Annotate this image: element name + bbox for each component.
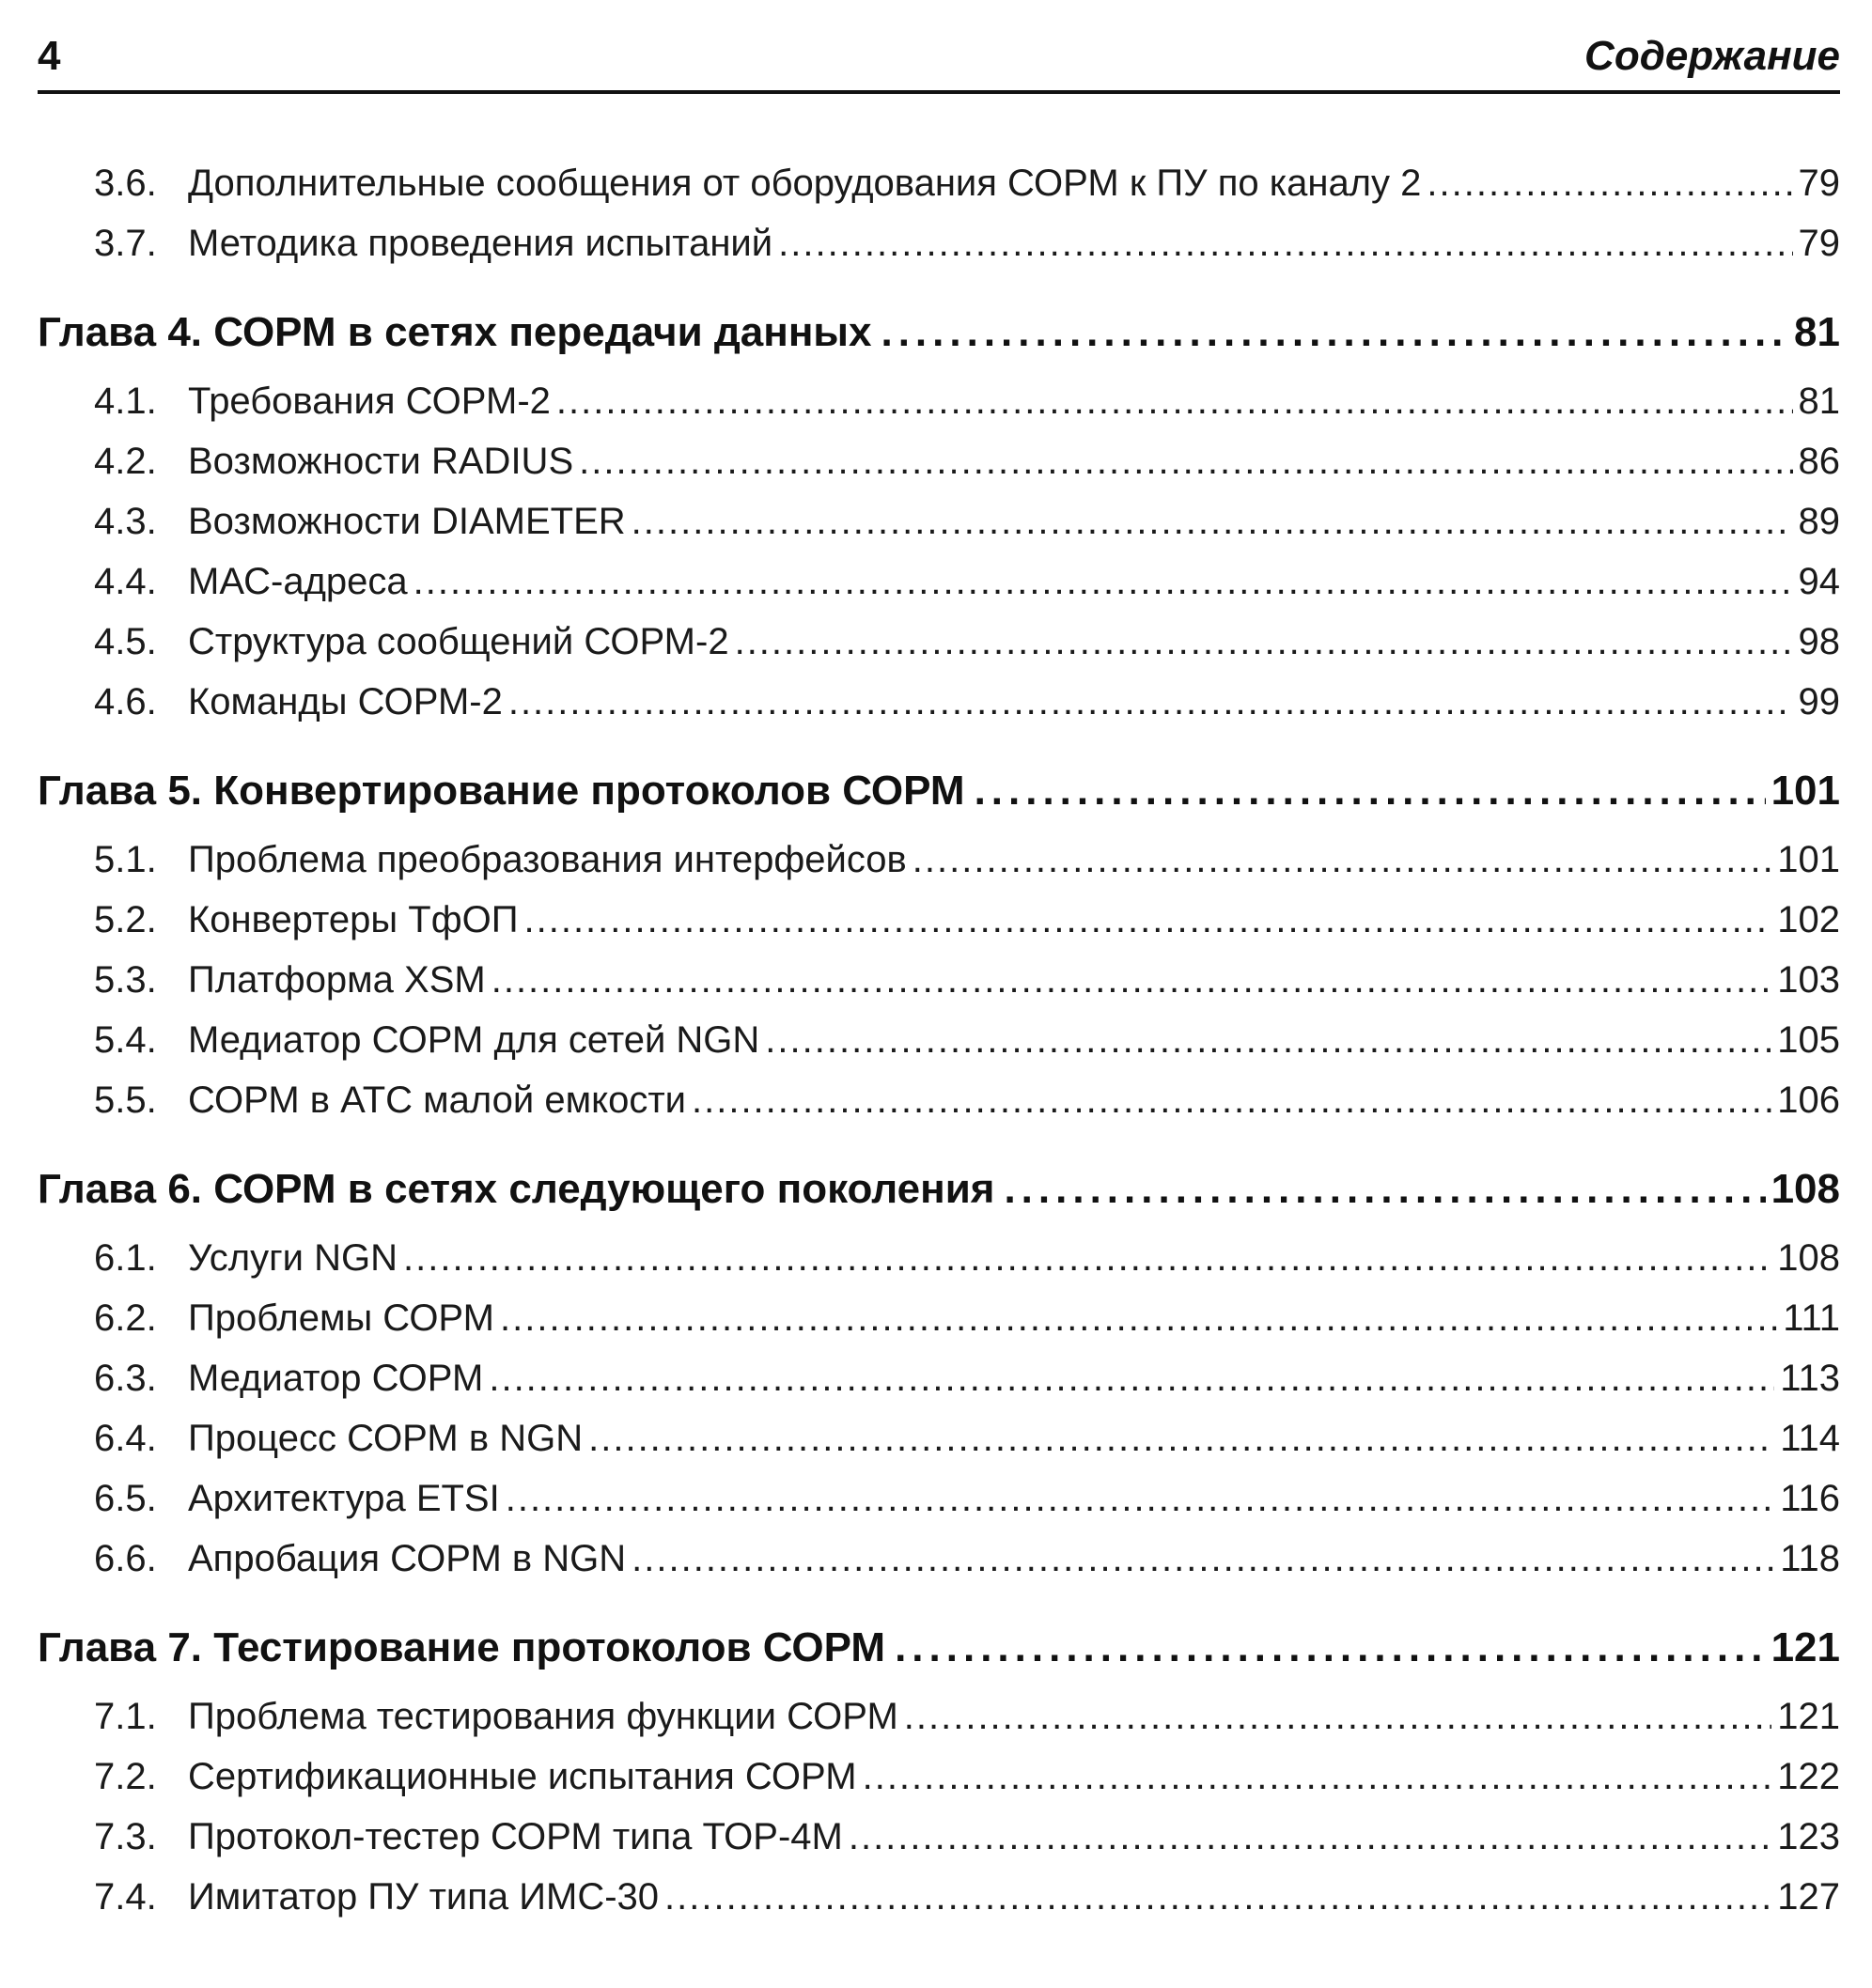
toc-chapter-page: 108: [1771, 1166, 1840, 1212]
toc-entry-4-5[interactable]: [38, 612, 1840, 672]
toc-entry-title: Структура сообщений СОРМ-2: [188, 621, 729, 662]
dot-leader: [913, 830, 1771, 890]
toc-entry-5-2[interactable]: [38, 890, 1840, 950]
toc-entry-number: 4.6.: [94, 681, 157, 722]
dot-leader: [500, 1288, 1777, 1348]
dot-leader: [491, 950, 1772, 1010]
toc-entry-5-5[interactable]: [38, 1070, 1840, 1130]
toc-chapter-7[interactable]: [38, 1615, 1840, 1681]
toc-entry-title: Проблемы СОРМ: [188, 1297, 494, 1339]
toc-entry-page: 123: [1777, 1816, 1840, 1857]
toc-entry-6-1[interactable]: [38, 1228, 1840, 1288]
toc-entry-page: 113: [1780, 1358, 1840, 1399]
toc-entry-6-3[interactable]: [38, 1348, 1840, 1408]
toc-entry-number: 3.6.: [94, 163, 157, 204]
toc-entry-title: Имитатор ПУ типа ИМС-30: [188, 1876, 660, 1918]
toc-entry-3-6[interactable]: [38, 153, 1840, 213]
toc-entry-title: СОРМ в АТС малой емкости: [188, 1079, 686, 1121]
dot-leader: [506, 1468, 1775, 1529]
toc-entry-number: 7.1.: [94, 1696, 157, 1737]
toc-chapter-title: Глава 4. СОРМ в сетях передачи данных: [38, 309, 872, 355]
toc-chapter-page: 81: [1794, 309, 1840, 355]
toc-entry-page: 121: [1777, 1696, 1840, 1737]
toc-entry-number: 7.2.: [94, 1756, 157, 1797]
toc-entry-page: 102: [1777, 899, 1840, 940]
toc-entry-title: Апробация СОРМ в NGN: [188, 1538, 627, 1579]
toc-entry-page: 116: [1780, 1478, 1840, 1519]
toc-entry-page: 79: [1798, 163, 1840, 204]
toc-entry-number: 6.5.: [94, 1478, 157, 1519]
toc-entry-page: 101: [1777, 839, 1840, 880]
toc-entry-title: Конвертеры ТфОП: [188, 899, 519, 940]
toc-entry-number: 4.3.: [94, 501, 157, 542]
toc-entry-4-1[interactable]: [38, 371, 1840, 431]
dot-leader: [895, 1615, 1766, 1681]
dot-leader: [904, 1686, 1771, 1747]
toc-entry-6-5[interactable]: [38, 1468, 1840, 1529]
toc-entry-number: 5.3.: [94, 959, 157, 1001]
dot-leader: [632, 1529, 1774, 1589]
toc-entry-number: 6.3.: [94, 1358, 157, 1399]
toc-chapter-4[interactable]: [38, 300, 1840, 365]
toc-chapter-6[interactable]: [38, 1157, 1840, 1222]
toc-entry-page: 122: [1777, 1756, 1840, 1797]
dot-leader: [632, 491, 1793, 551]
toc-entry-page: 105: [1777, 1019, 1840, 1061]
toc-entry-6-4[interactable]: [38, 1408, 1840, 1468]
toc-chapter-page: 101: [1771, 768, 1840, 814]
dot-leader: [735, 612, 1793, 672]
dot-leader: [849, 1807, 1771, 1867]
toc-entry-title: Протокол-тестер СОРМ типа ТОР-4М: [188, 1816, 843, 1857]
toc-entry-7-2[interactable]: [38, 1747, 1840, 1807]
toc-entry-number: 5.1.: [94, 839, 157, 880]
toc-entry-page: 118: [1780, 1538, 1840, 1579]
toc-chapter-title: Глава 5. Конвертирование протоколов СОРМ: [38, 768, 965, 814]
toc-entry-number: 5.4.: [94, 1019, 157, 1061]
toc-entry-number: 4.4.: [94, 561, 157, 602]
toc-entry-7-3[interactable]: [38, 1807, 1840, 1867]
dot-leader: [588, 1408, 1774, 1468]
toc-entry-6-6[interactable]: [38, 1529, 1840, 1589]
dot-leader: [556, 371, 1793, 431]
toc-entry-page: 106: [1777, 1079, 1840, 1121]
dot-leader: [1427, 153, 1792, 213]
toc-entry-page: 127: [1777, 1876, 1840, 1918]
toc-entry-number: 6.4.: [94, 1418, 157, 1459]
toc-entry-title: Возможности RADIUS: [188, 441, 574, 482]
toc-entry-title: Сертификационные испытания СОРМ: [188, 1756, 857, 1797]
toc-entry-title: Проблема тестирования функции СОРМ: [188, 1696, 898, 1737]
dot-leader: [413, 551, 1793, 612]
toc-entry-5-4[interactable]: [38, 1010, 1840, 1070]
toc-entry-3-7[interactable]: [38, 213, 1840, 273]
toc-chapter-5[interactable]: [38, 758, 1840, 824]
toc-entry-title: Услуги NGN: [188, 1237, 398, 1279]
dot-leader: [778, 213, 1792, 273]
dot-leader: [692, 1070, 1771, 1130]
running-title: Содержание: [1584, 33, 1840, 79]
toc-entry-6-2[interactable]: [38, 1288, 1840, 1348]
toc-entry-number: 4.5.: [94, 621, 157, 662]
toc-entry-title: Медиатор СОРМ: [188, 1358, 484, 1399]
dot-leader: [508, 672, 1793, 732]
toc-entry-number: 6.1.: [94, 1237, 157, 1279]
table-of-contents: [38, 153, 1840, 1927]
dot-leader: [975, 758, 1766, 824]
toc-entry-5-1[interactable]: [38, 830, 1840, 890]
toc-entry-title: Требования СОРМ-2: [188, 381, 551, 422]
toc-entry-title: Медиатор СОРМ для сетей NGN: [188, 1019, 760, 1061]
toc-entry-number: 4.2.: [94, 441, 157, 482]
toc-entry-4-4[interactable]: [38, 551, 1840, 612]
toc-entry-4-6[interactable]: [38, 672, 1840, 732]
dot-leader: [765, 1010, 1771, 1070]
toc-entry-page: 94: [1798, 561, 1840, 602]
toc-chapter-page: 121: [1771, 1624, 1840, 1670]
toc-entry-number: 6.2.: [94, 1297, 157, 1339]
dot-leader: [664, 1867, 1771, 1927]
toc-chapter-title: Глава 7. Тестирование протоколов СОРМ: [38, 1624, 886, 1670]
toc-entry-7-4[interactable]: [38, 1867, 1840, 1927]
toc-entry-number: 5.5.: [94, 1079, 157, 1121]
toc-entry-page: 108: [1777, 1237, 1840, 1279]
toc-entry-title: Команды СОРМ-2: [188, 681, 503, 722]
dot-leader: [523, 890, 1771, 950]
toc-entry-title: Процесс СОРМ в NGN: [188, 1418, 584, 1459]
toc-entry-page: 103: [1777, 959, 1840, 1001]
toc-entry-number: 4.1.: [94, 381, 157, 422]
toc-entry-title: Возможности DIAMETER: [188, 501, 626, 542]
toc-entry-page: 99: [1798, 681, 1840, 722]
toc-entry-title: Дополнительные сообщения от оборудования СОРМ к ПУ по каналу 2: [188, 163, 1422, 204]
dot-leader: [489, 1348, 1774, 1408]
dot-leader: [881, 300, 1788, 365]
toc-entry-7-1[interactable]: [38, 1686, 1840, 1747]
toc-entry-number: 5.2.: [94, 899, 157, 940]
toc-chapter-title: Глава 6. СОРМ в сетях следующего поколения: [38, 1166, 995, 1212]
toc-entry-page: 79: [1798, 223, 1840, 264]
toc-entry-title: МАС-адреса: [188, 561, 408, 602]
toc-entry-page: 89: [1798, 501, 1840, 542]
toc-entry-5-3[interactable]: [38, 950, 1840, 1010]
toc-entry-4-3[interactable]: [38, 491, 1840, 551]
toc-entry-number: 6.6.: [94, 1538, 157, 1579]
toc-entry-page: 114: [1780, 1418, 1840, 1459]
dot-leader: [579, 431, 1792, 491]
toc-entry-title: Проблема преобразования интерфейсов: [188, 839, 907, 880]
dot-leader: [1004, 1157, 1765, 1222]
toc-entry-title: Платформа XSM: [188, 959, 486, 1001]
toc-entry-page: 81: [1798, 381, 1840, 422]
toc-entry-page: 98: [1798, 621, 1840, 662]
dot-leader: [863, 1747, 1772, 1807]
toc-entry-title: Методика проведения испытаний: [188, 223, 773, 264]
page-number: 4: [38, 33, 61, 79]
toc-entry-page: 111: [1783, 1297, 1840, 1339]
toc-entry-number: 7.3.: [94, 1816, 157, 1857]
dot-leader: [403, 1228, 1771, 1288]
toc-entry-title: Архитектура ETSI: [188, 1478, 500, 1519]
toc-entry-4-2[interactable]: [38, 431, 1840, 491]
toc-entry-number: 3.7.: [94, 223, 157, 264]
toc-entry-page: 86: [1798, 441, 1840, 482]
toc-entry-number: 7.4.: [94, 1876, 157, 1918]
page-header: [38, 21, 1840, 94]
